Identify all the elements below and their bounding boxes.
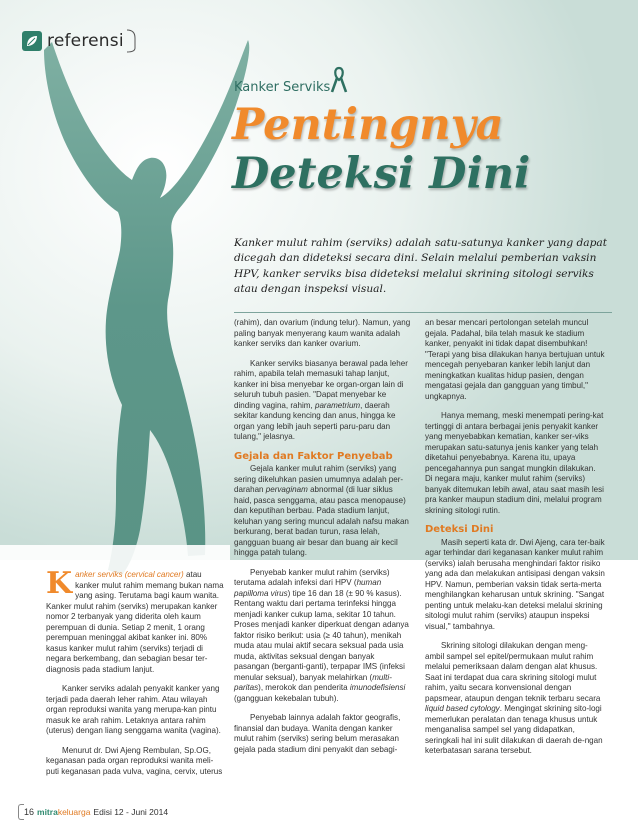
title-line-2: Deteksi Dini [232,149,531,199]
left-paragraph-3: Menurut dr. Dwi Ajeng Rembulan, Sp.OG, keganasan pada organ reproduksi wanita meli-puti keganasan pada vulva, vagina, cervix, uterus [46,745,223,776]
right-paragraph-1: an besar mencari pertolongan setelah muncul gejala. Padahal, bila telah masuk ke stadium kanker, penyakit ini tidak dapat disembuhkan! "Terapi yang bisa dilakukan hanya bertujuan untuk mencegah penyebaran kanker lebih lanjut dan meningkatkan kualitas hidup pasien, dengan mengatasi gejala dan gangguan yang timbul," ungkapnya. [425,318,605,401]
mid-paragraph-3: Gejala kanker mulut rahim (serviks) yang sering dikeluhkan pasien umumnya adalah per-darahan pervaginam abnormal (di luar siklus haid, pasca senggama, atau pasca menopause) dan keputihan berbau. Pada stadium lanjut, keluhan yang sering muncul adalah nafsu makan berkurang, berat badan turun, rasa lelah, gangguan buang air besar dan buang air kecil hingga patah tulang. [234,464,409,557]
subheading-gejala: Gejala dan Faktor Penyebab [234,450,393,462]
mid-paragraph-2: Kanker serviks biasanya berawal pada leher rahim, apabila telah memasuki tahap lanjut, kanker ini bisa menyebar ke organ-organ lain di seluruh tubuh pasien. "Dapat menyebar ke dinding vagina, rahim, parametrium, daerah sekitar kandung kencing dan anus, hingga ke organ yang lebih jauh seperti paru-paru dan tulang," jelasnya. [234,358,408,441]
page-number: 16 [24,807,35,817]
edition-label: Edisi 12 - Juni 2014 [93,807,169,817]
right-paragraph-3: Masih seperti kata dr. Dwi Ajeng, cara ter-baik agar terhindar dari keganasan kanker mulut rahim (serviks) ialah berusaha menghindari faktor risiko yang ada dan melakukan antisipasi dengan vaksin HPV. Namun, pemberian vaksin tidak serta-merta menghilangkan keharusan untuk skrining. "Sangat penting untuk melaku-kan deteksi melalui skrining sitologi mulut rahim (serviks) ataupun inspeksi visual," tambahnya. [425,537,605,631]
mid-paragraph-4: Penyebab kanker mulut rahim (serviks) terutama adalah infeksi dari HPV (human papilloma virus) tipe 16 dan 18 (± 90 % kasus). Rentang waktu dari pertama terinfeksi hingga menjadi kanker cukup lama, sekitar 10 tahun. Proses menjadi kanker diperkuat dengan adanya faktor risiko berikut: usia (≥ 40 tahun), menikah muda atau mulai aktif secara seksual pada usia muda, aktivitas seksual dengan banyak pasangan (berganti-ganti), terpapar IMS (infeksi menular seksual), banyak melahirkan (multi-paritas), merokok dan penderita imunodefisiensi (gangguan kekebalan tubuh). [234,567,409,703]
lead-divider [234,312,612,313]
section-tag-label: referensi [47,31,124,51]
right-paragraph-4: Skrining sitologi dilakukan dengan meng-ambil sampel sel epitel/permukaan mulut rahim melalui pemeriksaan dalam dengan alat khusus. Saat ini terdapat dua cara skrining sitologi mulut rahim, yaitu secara konvensional dengan papsmear, ataupun dengan teknik terbaru secara liquid based cytology. Mengingat skrining sito-logi memerlukan peralatan dan tenaga khusus untuk menganalisa sampel sel yang didapatkan, seringkali hal ini sulit dilakukan di daerah de-ngan keterbatasan sarana tersebut. [425,641,603,755]
leaf-icon [22,31,42,51]
left-paragraph-1: Kanker serviks (cervical cancer) atau kanker mulut rahim memang bukan nama yang asing. Terutama bagi kaum wanita. Kanker mulut rahim (serviks) merupakan kanker nomor 2 terbanyak yang diderita oleh kaum perempuan di dunia. Setiap 2 menit, 1 orang perempuan meninggal akibat kanker ini. 80% kasus kanker mulut rahim (serviks) terjadi di negara berkembang, dan sebagian besar ter-diagnosis pada stadium lanjut. [46,566,224,674]
intro-highlight: anker serviks (cervical cancer) [75,570,184,579]
subheading-deteksi: Deteksi Dini [425,524,494,535]
awareness-ribbon-icon [330,66,348,98]
mid-paragraph-5: Penyebab lainnya adalah faktor geografis, finansial dan budaya. Wanita dengan kanker mulut rahim (serviks) sering belum merasakan gejala pada stadium dini penyakit dan sebagi- [234,713,401,754]
right-paragraph-2: Hanya memang, meski menempati pering-kat tertinggi di antara berbagai jenis penyakit kanker yang menyebabkan kematian, kanker ser-viks merupakan satu-satunya jenis kanker yang telah diketahui penyebabnya. Karena itu, upaya pencegahannya pun sangat mungkin dilakukan. Di negara maju, kanker mulut rahim (serviks) banyak ditemukan lebih awal, atau saat masih lesi pra kanker maupun stadium dini, melalui program skrining sitologi rutin. [425,411,604,515]
middle-column [234,318,412,755]
left-column [46,566,224,777]
lead-paragraph: Kanker mulut rahim (serviks) adalah satu-satunya kanker yang dapat dicegah dan dideteksi secara dini. Selain melalui pemberian vaksin HPV, kanker serviks bisa dideteksi melalui skrining sitologi serviks atau dengan inspeksi visual. [234,237,607,296]
page-footer [24,804,168,820]
footer-bracket [18,804,24,820]
brand-mitra: mitra [37,807,58,817]
right-column [425,318,605,757]
title-line-1: Pentingnya [232,100,504,150]
section-tag [22,26,141,56]
article-kicker: Kanker Serviks [234,80,331,95]
dropcap: K [46,566,73,601]
mid-paragraph-1: (rahim), dan ovarium (indung telur). Namun, yang paling banyak menyerang kaum wanita adalah kanker serviks dan kanker ovarium. [234,318,411,348]
left-paragraph-2: Kanker serviks adalah penyakit kanker yang terjadi pada daerah leher rahim. Atau wilayah organ reproduksi wanita yang merupa-kan pintu masuk ke arah rahim. Letaknya antara rahim (uterus) dengan liang senggama wanita (vagina). [46,684,221,735]
tag-bracket [125,28,141,54]
brand-keluarga: keluarga [57,807,91,817]
